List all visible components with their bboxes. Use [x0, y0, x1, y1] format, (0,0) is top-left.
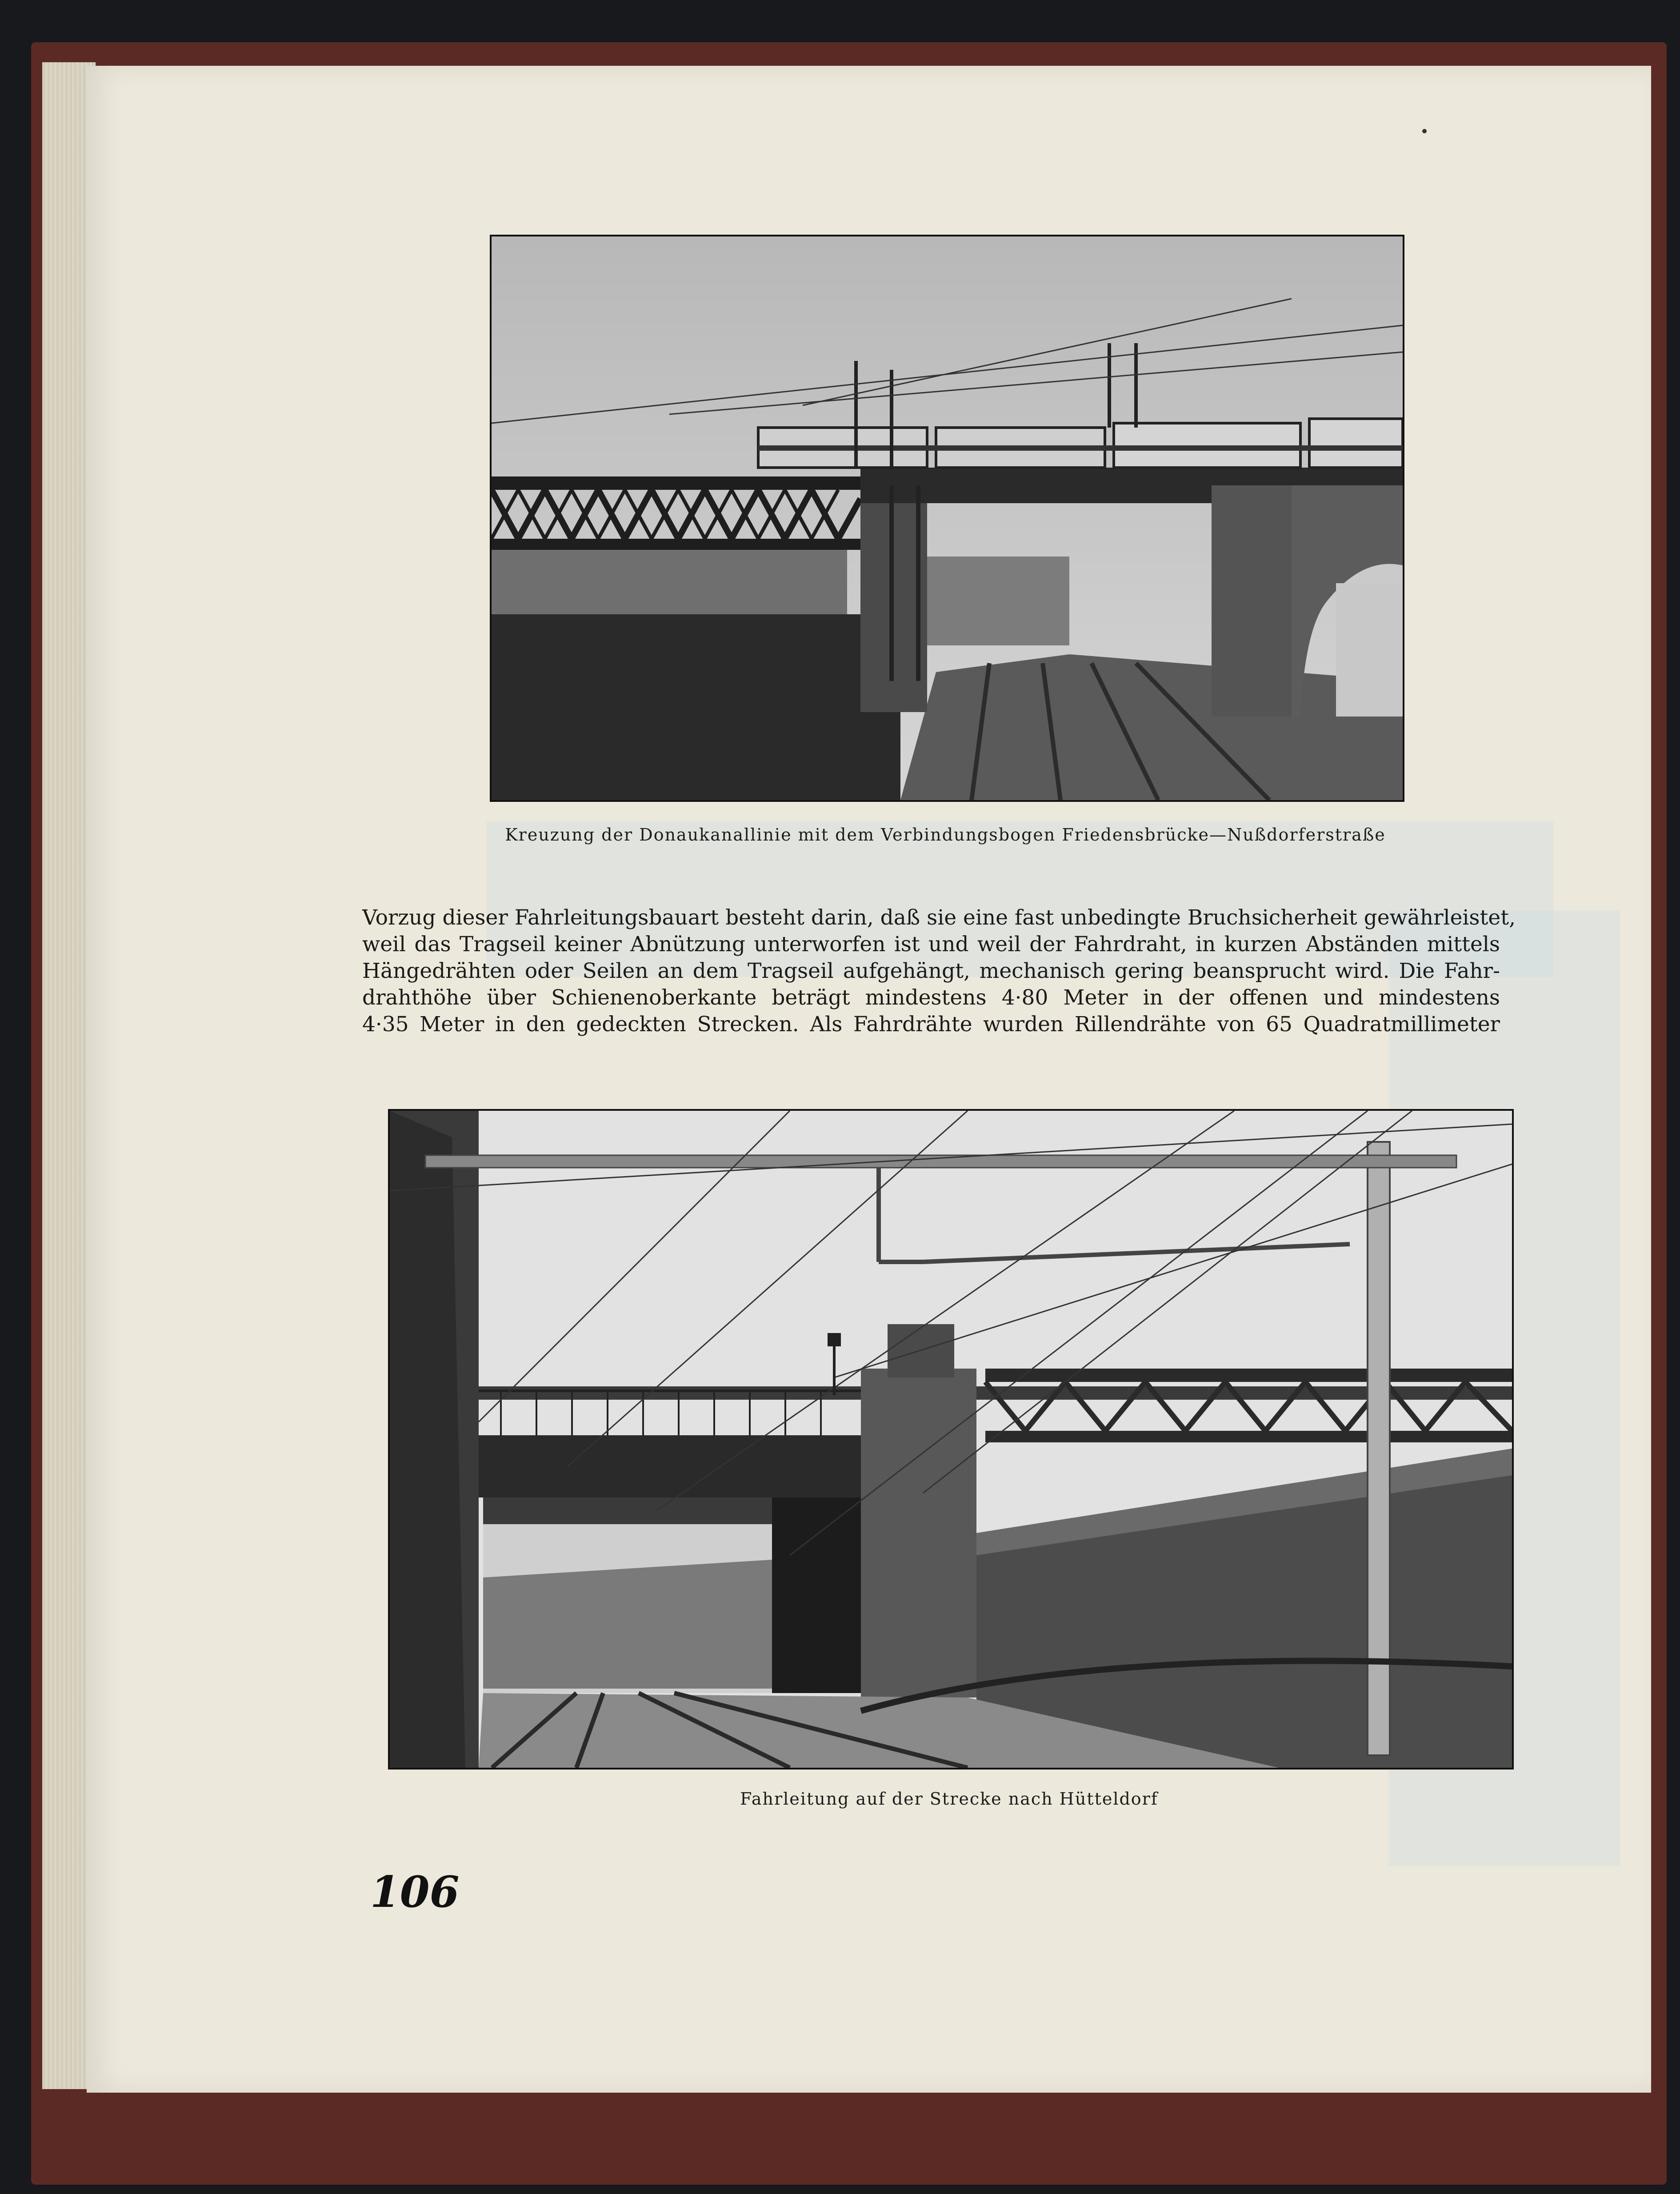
- body-line-3: Hängedrähten oder Seilen an dem Tragseil aufgehängt, mechanisch gering beansprucht wird. Die Fahr-: [362, 959, 1500, 983]
- paper-speck: [1422, 129, 1427, 133]
- overhead-line-image: [390, 1111, 1512, 1768]
- body-line-1: Vorzug dieser Fahrleitungsbauart besteht darin, daß sie eine fast unbedingte Bruchsicherheit gewährleistet,: [362, 905, 1516, 930]
- body-line-2: weil das Tragseil keiner Abnützung unterworfen ist und weil der Fahrdraht, in kurzen Abständen mittels: [362, 932, 1500, 957]
- photo-overhead-line: [388, 1109, 1514, 1770]
- bridge-crossing-image: [492, 236, 1403, 800]
- body-line-4: drahthöhe über Schienenoberkante beträgt mindestens 4·80 Meter in der offenen und mindestens: [362, 985, 1500, 1010]
- top-photo-caption: Kreuzung der Donaukanallinie mit dem Verbindungsbogen Friedensbrücke—Nußdorferstraße: [505, 825, 1386, 845]
- body-paragraph: [362, 905, 1516, 1038]
- page-number: 106: [370, 1867, 460, 1917]
- bottom-photo-caption: Fahrleitung auf der Strecke nach Hütteldorf: [740, 1789, 1158, 1809]
- photo-bridge-crossing: [490, 235, 1404, 802]
- body-line-5: 4·35 Meter in den gedeckten Strecken. Als Fahrdrähte wurden Rillendrähte von 65 Quadratmillimeter: [362, 1012, 1500, 1037]
